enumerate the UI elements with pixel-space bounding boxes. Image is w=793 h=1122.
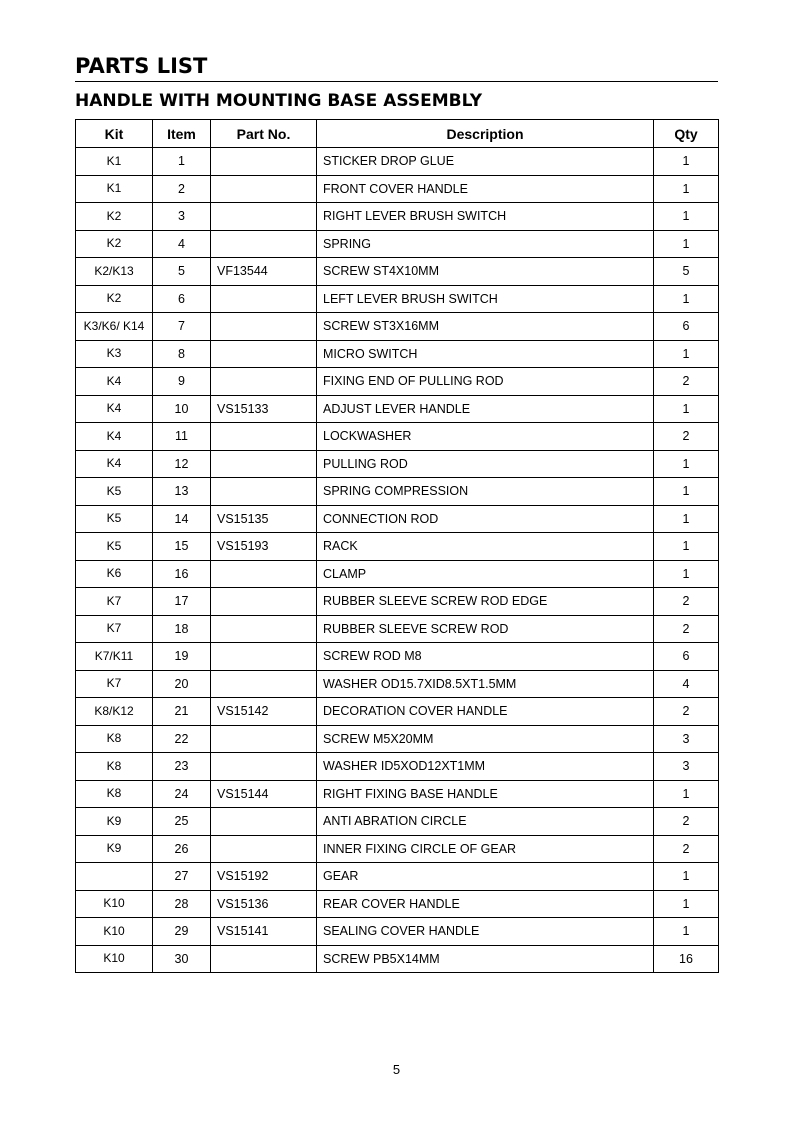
table-row <box>76 203 719 231</box>
qty-cell: 1 <box>654 230 719 258</box>
table-row <box>76 588 719 616</box>
column-header-part-no: Part No. <box>211 120 317 148</box>
qty-cell: 1 <box>654 533 719 561</box>
table-row <box>76 725 719 753</box>
part-no-cell: VF13544 <box>211 258 317 286</box>
qty-cell: 1 <box>654 203 719 231</box>
qty-cell: 1 <box>654 478 719 506</box>
qty-cell: 2 <box>654 808 719 836</box>
kit-cell: K2 <box>76 230 153 258</box>
description-cell: SCREW ST3X16MM <box>317 313 654 341</box>
item-cell: 11 <box>153 423 211 451</box>
kit-cell: K2 <box>76 285 153 313</box>
part-no-cell: VS15135 <box>211 505 317 533</box>
qty-cell: 1 <box>654 340 719 368</box>
description-cell: ADJUST LEVER HANDLE <box>317 395 654 423</box>
item-cell: 4 <box>153 230 211 258</box>
item-cell: 18 <box>153 615 211 643</box>
description-cell: GEAR <box>317 863 654 891</box>
kit-cell: K10 <box>76 890 153 918</box>
item-cell: 3 <box>153 203 211 231</box>
description-cell: LEFT LEVER BRUSH SWITCH <box>317 285 654 313</box>
item-cell: 24 <box>153 780 211 808</box>
table-row <box>76 918 719 946</box>
item-cell: 15 <box>153 533 211 561</box>
table-row <box>76 560 719 588</box>
kit-cell: K8/K12 <box>76 698 153 726</box>
part-no-cell <box>211 175 317 203</box>
header-row <box>76 120 719 148</box>
description-cell: WASHER OD15.7XID8.5XT1.5MM <box>317 670 654 698</box>
kit-cell: K4 <box>76 368 153 396</box>
qty-cell: 1 <box>654 175 719 203</box>
table-row <box>76 698 719 726</box>
kit-cell: K2/K13 <box>76 258 153 286</box>
part-no-cell <box>211 808 317 836</box>
title-divider <box>75 81 718 82</box>
kit-cell: K9 <box>76 835 153 863</box>
description-cell: LOCKWASHER <box>317 423 654 451</box>
description-cell: SCREW ST4X10MM <box>317 258 654 286</box>
item-cell: 20 <box>153 670 211 698</box>
description-cell: CONNECTION ROD <box>317 505 654 533</box>
kit-cell: K2 <box>76 203 153 231</box>
kit-cell: K1 <box>76 148 153 176</box>
kit-cell: K7 <box>76 615 153 643</box>
description-cell: CLAMP <box>317 560 654 588</box>
part-no-cell <box>211 368 317 396</box>
qty-cell: 2 <box>654 588 719 616</box>
part-no-cell <box>211 285 317 313</box>
part-no-cell <box>211 340 317 368</box>
qty-cell: 1 <box>654 395 719 423</box>
description-cell: RIGHT LEVER BRUSH SWITCH <box>317 203 654 231</box>
column-header-kit: Kit <box>76 120 153 148</box>
table-row <box>76 533 719 561</box>
qty-cell: 1 <box>654 450 719 478</box>
item-cell: 14 <box>153 505 211 533</box>
kit-cell: K7 <box>76 588 153 616</box>
qty-cell: 6 <box>654 313 719 341</box>
qty-cell: 3 <box>654 753 719 781</box>
table-row <box>76 230 719 258</box>
table-row <box>76 835 719 863</box>
description-cell: REAR COVER HANDLE <box>317 890 654 918</box>
kit-cell: K5 <box>76 505 153 533</box>
kit-cell: K8 <box>76 725 153 753</box>
table-row <box>76 313 719 341</box>
kit-cell <box>76 863 153 891</box>
parts-table <box>75 119 719 973</box>
qty-cell: 2 <box>654 615 719 643</box>
parts-table-header <box>76 120 719 148</box>
kit-cell: K5 <box>76 533 153 561</box>
part-no-cell <box>211 945 317 973</box>
description-cell: RUBBER SLEEVE SCREW ROD EDGE <box>317 588 654 616</box>
kit-cell: K9 <box>76 808 153 836</box>
table-row <box>76 478 719 506</box>
part-no-cell <box>211 835 317 863</box>
table-row <box>76 945 719 973</box>
table-row <box>76 780 719 808</box>
part-no-cell <box>211 450 317 478</box>
description-cell: ANTI ABRATION CIRCLE <box>317 808 654 836</box>
table-row <box>76 450 719 478</box>
description-cell: SPRING COMPRESSION <box>317 478 654 506</box>
part-no-cell <box>211 230 317 258</box>
part-no-cell <box>211 423 317 451</box>
item-cell: 8 <box>153 340 211 368</box>
table-row <box>76 340 719 368</box>
section-title: HANDLE WITH MOUNTING BASE ASSEMBLY <box>75 91 483 111</box>
kit-cell: K7 <box>76 670 153 698</box>
table-row <box>76 258 719 286</box>
column-header-qty: Qty <box>654 120 719 148</box>
part-no-cell: VS15136 <box>211 890 317 918</box>
table-row <box>76 643 719 671</box>
kit-cell: K5 <box>76 478 153 506</box>
description-cell: PULLING ROD <box>317 450 654 478</box>
kit-cell: K7/K11 <box>76 643 153 671</box>
description-cell: RACK <box>317 533 654 561</box>
table-row <box>76 285 719 313</box>
qty-cell: 2 <box>654 698 719 726</box>
part-no-cell: VS15144 <box>211 780 317 808</box>
qty-cell: 1 <box>654 148 719 176</box>
kit-cell: K6 <box>76 560 153 588</box>
kit-cell: K8 <box>76 780 153 808</box>
table-row <box>76 670 719 698</box>
item-cell: 12 <box>153 450 211 478</box>
part-no-cell <box>211 560 317 588</box>
table-row <box>76 753 719 781</box>
item-cell: 23 <box>153 753 211 781</box>
qty-cell: 1 <box>654 890 719 918</box>
table-row <box>76 505 719 533</box>
part-no-cell <box>211 478 317 506</box>
item-cell: 25 <box>153 808 211 836</box>
item-cell: 30 <box>153 945 211 973</box>
kit-cell: K4 <box>76 450 153 478</box>
description-cell: SPRING <box>317 230 654 258</box>
qty-cell: 1 <box>654 505 719 533</box>
part-no-cell <box>211 148 317 176</box>
item-cell: 16 <box>153 560 211 588</box>
part-no-cell: VS15141 <box>211 918 317 946</box>
item-cell: 22 <box>153 725 211 753</box>
table-row <box>76 863 719 891</box>
description-cell: FRONT COVER HANDLE <box>317 175 654 203</box>
part-no-cell <box>211 725 317 753</box>
kit-cell: K10 <box>76 945 153 973</box>
qty-cell: 5 <box>654 258 719 286</box>
part-no-cell <box>211 670 317 698</box>
table-row <box>76 808 719 836</box>
table-row <box>76 395 719 423</box>
description-cell: DECORATION COVER HANDLE <box>317 698 654 726</box>
kit-cell: K8 <box>76 753 153 781</box>
description-cell: SCREW M5X20MM <box>317 725 654 753</box>
part-no-cell: VS15142 <box>211 698 317 726</box>
item-cell: 5 <box>153 258 211 286</box>
description-cell: RUBBER SLEEVE SCREW ROD <box>317 615 654 643</box>
item-cell: 1 <box>153 148 211 176</box>
item-cell: 9 <box>153 368 211 396</box>
item-cell: 29 <box>153 918 211 946</box>
part-no-cell: VS15133 <box>211 395 317 423</box>
part-no-cell <box>211 588 317 616</box>
kit-cell: K4 <box>76 423 153 451</box>
qty-cell: 1 <box>654 780 719 808</box>
description-cell: WASHER ID5XOD12XT1MM <box>317 753 654 781</box>
kit-cell: K10 <box>76 918 153 946</box>
column-header-item: Item <box>153 120 211 148</box>
item-cell: 7 <box>153 313 211 341</box>
item-cell: 17 <box>153 588 211 616</box>
qty-cell: 16 <box>654 945 719 973</box>
item-cell: 6 <box>153 285 211 313</box>
part-no-cell <box>211 753 317 781</box>
qty-cell: 2 <box>654 423 719 451</box>
description-cell: SCREW PB5X14MM <box>317 945 654 973</box>
item-cell: 13 <box>153 478 211 506</box>
qty-cell: 1 <box>654 918 719 946</box>
item-cell: 19 <box>153 643 211 671</box>
parts-table-body <box>76 148 719 973</box>
table-row <box>76 615 719 643</box>
qty-cell: 1 <box>654 560 719 588</box>
kit-cell: K1 <box>76 175 153 203</box>
column-header-description: Description <box>317 120 654 148</box>
description-cell: MICRO SWITCH <box>317 340 654 368</box>
description-cell: SEALING COVER HANDLE <box>317 918 654 946</box>
kit-cell: K4 <box>76 395 153 423</box>
part-no-cell <box>211 203 317 231</box>
part-no-cell <box>211 643 317 671</box>
description-cell: INNER FIXING CIRCLE OF GEAR <box>317 835 654 863</box>
kit-cell: K3/K6/ K14 <box>76 313 153 341</box>
table-row <box>76 175 719 203</box>
qty-cell: 2 <box>654 368 719 396</box>
description-cell: SCREW ROD M8 <box>317 643 654 671</box>
item-cell: 2 <box>153 175 211 203</box>
qty-cell: 6 <box>654 643 719 671</box>
qty-cell: 1 <box>654 863 719 891</box>
description-cell: RIGHT FIXING BASE HANDLE <box>317 780 654 808</box>
item-cell: 27 <box>153 863 211 891</box>
qty-cell: 2 <box>654 835 719 863</box>
item-cell: 26 <box>153 835 211 863</box>
item-cell: 10 <box>153 395 211 423</box>
part-no-cell: VS15193 <box>211 533 317 561</box>
part-no-cell <box>211 615 317 643</box>
item-cell: 28 <box>153 890 211 918</box>
qty-cell: 1 <box>654 285 719 313</box>
qty-cell: 3 <box>654 725 719 753</box>
part-no-cell <box>211 313 317 341</box>
table-row <box>76 368 719 396</box>
kit-cell: K3 <box>76 340 153 368</box>
table-row <box>76 890 719 918</box>
description-cell: FIXING END OF PULLING ROD <box>317 368 654 396</box>
page-number: 5 <box>392 1062 401 1077</box>
page-title: PARTS LIST <box>75 54 208 78</box>
part-no-cell: VS15192 <box>211 863 317 891</box>
description-cell: STICKER DROP GLUE <box>317 148 654 176</box>
qty-cell: 4 <box>654 670 719 698</box>
item-cell: 21 <box>153 698 211 726</box>
table-row <box>76 423 719 451</box>
table-row <box>76 148 719 176</box>
